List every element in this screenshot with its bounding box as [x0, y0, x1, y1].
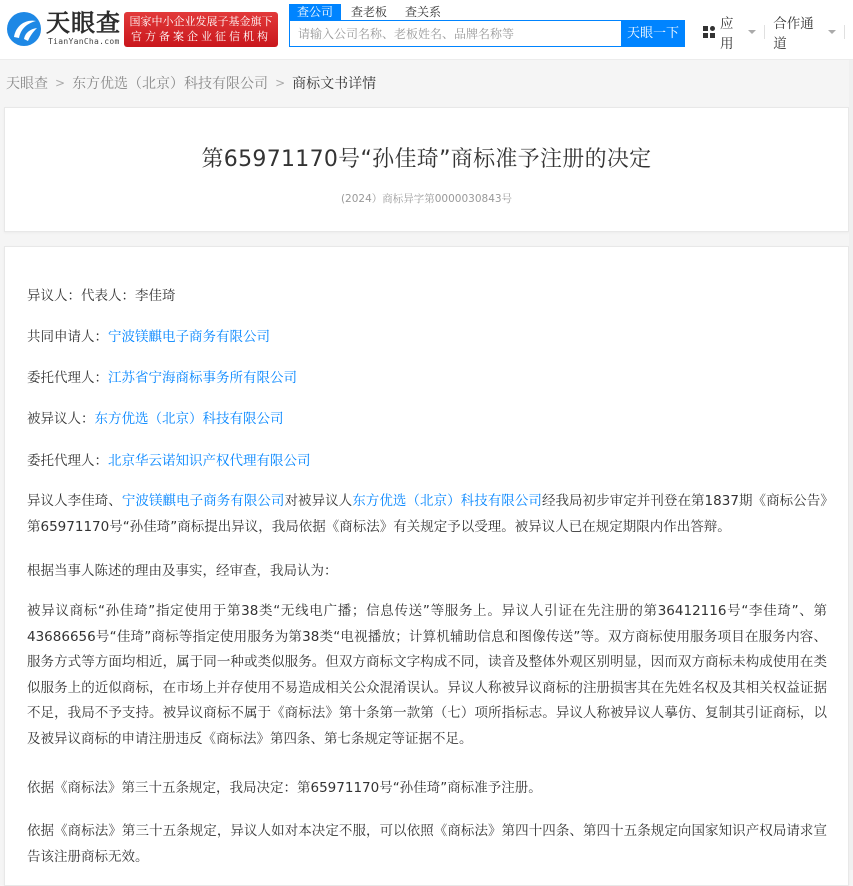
- breadcrumb-home[interactable]: 天眼查: [6, 76, 48, 92]
- logo-mark-icon: [6, 11, 42, 47]
- document-title-card: [4, 107, 849, 232]
- search-input[interactable]: [290, 21, 620, 46]
- apps-grid-icon: [703, 26, 715, 38]
- company-link[interactable]: 宁波镁麒电子商务有限公司: [121, 493, 285, 509]
- search-button[interactable]: 天眼一下: [621, 20, 685, 47]
- paragraph-review-findings: 被异议商标“孙佳琦”指定使用于第38类“无线电广播；信息传送”等服务上。异议人引证在先注册的第36412116号“李佳琦”、第43686656号“佳琦”商标等指定使用服务为第38类“电视播放；计算机辅助信息和图像传送”等。双方商标使用服务项目在服务内容、服务方式等方面均相近，属于同一种或类似服务。但双方商标文字构成不同，读音及整体外观区别明显，因而双方商标未构成使用在类似服务上的近似商标，在市场上并存使用不易造成相关公众混淆误认。异议人称被异议商标的注册损害其在先姓名权及其相关权益证据不足，我局不予支持。被异议商标不属于《商标法》第十条第一款第（七）项所指标志。异议人称被异议人摹仿、复制其引证商标，以及被异议商标的申请注册违反《商标法》第四条、第七条规定等证据不足。: [27, 603, 827, 747]
- party-value: 代表人：李佳琦: [81, 288, 176, 304]
- badge-line-2: 官方备案企业征信机构: [131, 30, 271, 43]
- official-badge: [124, 12, 278, 47]
- paragraph-decision: 依据《商标法》第三十五条规定，我局决定：第65971170号“孙佳琦”商标准予注册。: [27, 780, 542, 796]
- nav-apps-label: 应用: [720, 16, 734, 52]
- party-agent-2: [27, 451, 311, 471]
- party-label: 异议人：: [27, 288, 81, 304]
- nav-divider: [844, 25, 845, 39]
- top-header: [0, 0, 853, 60]
- party-link[interactable]: 江苏省宁海商标事务所有限公司: [108, 370, 297, 386]
- party-respondent: [27, 409, 284, 429]
- page-title: 第65971170号“孙佳琦”商标准予注册的决定: [201, 147, 652, 172]
- logo-text: 天眼查: [46, 9, 121, 37]
- breadcrumb: [6, 73, 376, 93]
- document-number: (2024）商标异字第0000030843号: [340, 193, 513, 205]
- text: 经我局初步审定并刊登在第1837期《商标公告》第65971170号“孙佳琦”商标提出异议，我局依据《商标法》有关规定予以受理。被异议人已在规定期限内作出答辩。: [27, 493, 828, 535]
- nav-divider: [764, 25, 765, 39]
- party-label: 被异议人：: [27, 411, 95, 427]
- tab-search-company[interactable]: 查公司: [289, 4, 341, 21]
- nav-apps[interactable]: [703, 12, 764, 52]
- paragraph-opposition: [27, 489, 827, 540]
- party-agent-1: [27, 368, 297, 388]
- party-link[interactable]: 北京华云诺知识产权代理有限公司: [108, 453, 311, 469]
- tab-search-relation[interactable]: 查关系: [405, 5, 442, 19]
- nav-partner-channel[interactable]: [773, 12, 844, 52]
- page-scrollbar-track[interactable]: [849, 60, 853, 870]
- party-link[interactable]: 宁波镁麒电子商务有限公司: [108, 329, 270, 345]
- paragraph-review-intro: 根据当事人陈述的理由及事实，经审查，我局认为：: [27, 563, 338, 579]
- document-body: [4, 246, 849, 886]
- breadcrumb-company[interactable]: 东方优选（北京）科技有限公司: [72, 76, 269, 92]
- company-link[interactable]: 东方优选（北京）科技有限公司: [352, 493, 542, 509]
- tianyancha-logo[interactable]: [6, 9, 121, 49]
- nav-partner-label: 合作通道: [773, 16, 814, 52]
- tab-search-boss[interactable]: 查老板: [351, 5, 388, 19]
- party-label: 委托代理人：: [27, 453, 108, 469]
- party-co-applicant: [27, 327, 270, 347]
- header-nav: [703, 16, 853, 52]
- badge-line-1: 国家中小企业发展子基金旗下: [129, 15, 273, 28]
- chevron-down-icon: [748, 30, 756, 34]
- party-label: 共同申请人：: [27, 329, 108, 345]
- breadcrumb-current: 商标文书详情: [292, 76, 377, 92]
- logo-domain: TianYanCha.com: [48, 37, 120, 46]
- chevron-down-icon: [828, 30, 836, 34]
- party-label: 委托代理人：: [27, 370, 108, 386]
- search-tabs: [289, 4, 451, 21]
- breadcrumb-separator: >: [55, 76, 66, 90]
- search-box: [289, 20, 685, 47]
- party-link[interactable]: 东方优选（北京）科技有限公司: [94, 411, 284, 427]
- text: 对被异议人: [284, 493, 353, 509]
- breadcrumb-separator: >: [275, 76, 286, 90]
- text: 异议人李佳琦、: [27, 493, 122, 509]
- party-opponent: [27, 286, 176, 306]
- paragraph-appeal-notice: 依据《商标法》第三十五条规定，异议人如对本决定不服，可以依照《商标法》第四十四条、第四十五条规定向国家知识产权局请求宣告该注册商标无效。: [27, 823, 827, 865]
